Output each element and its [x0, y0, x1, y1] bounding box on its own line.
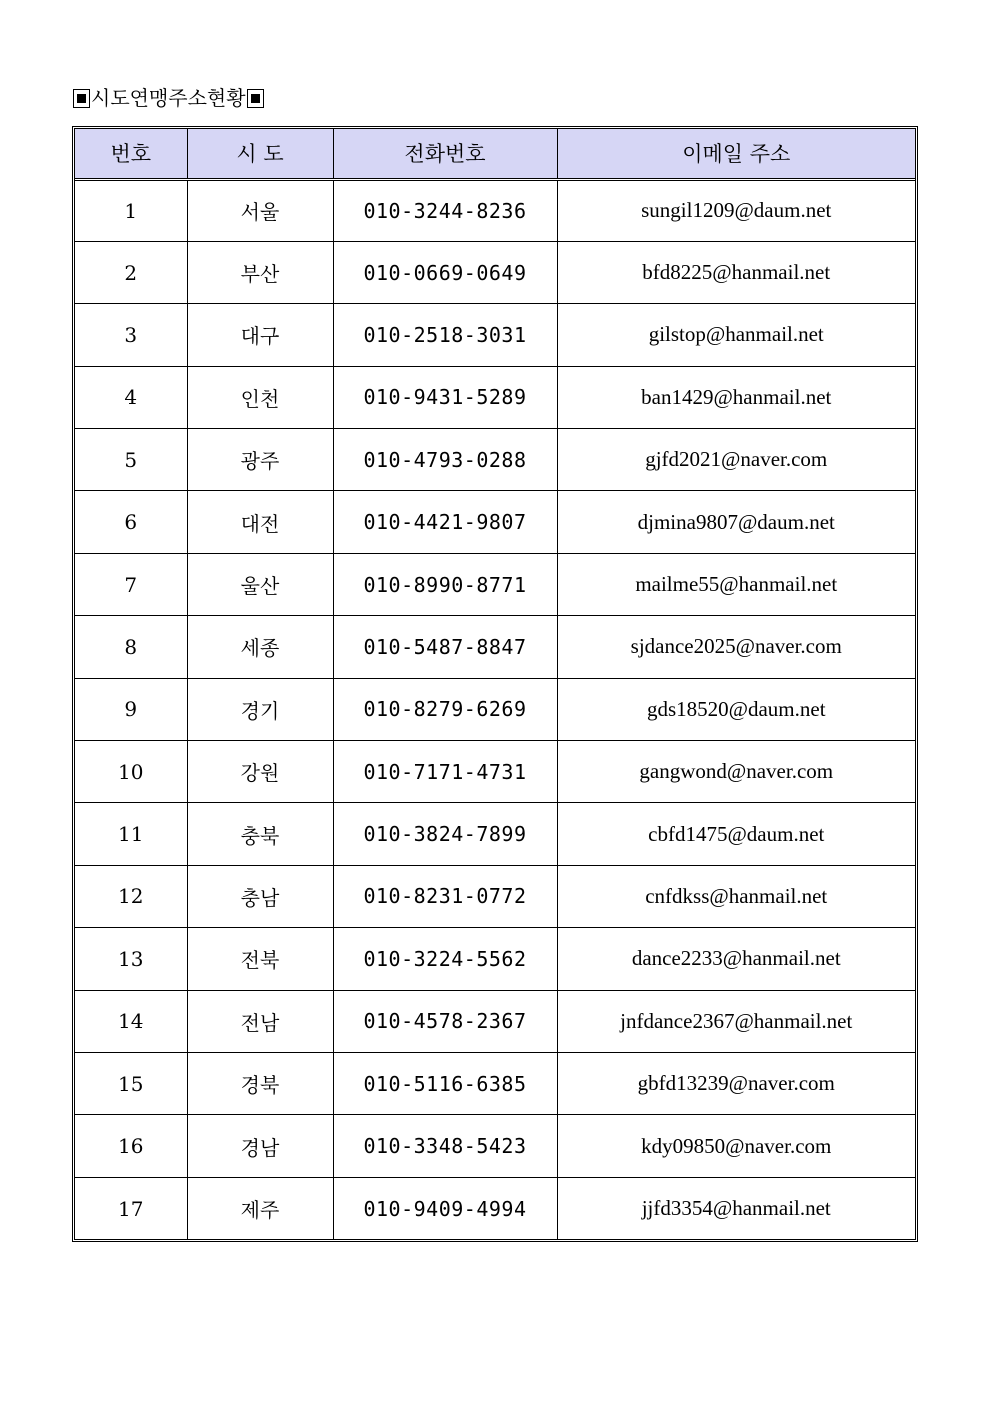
table-header-row	[75, 129, 915, 179]
cell-number: 14	[75, 990, 187, 1052]
cell-region: 대구	[187, 304, 333, 366]
cell-region: 세종	[187, 616, 333, 678]
cell-email: gds18520@daum.net	[557, 678, 915, 740]
cell-email: jnfdance2367@hanmail.net	[557, 990, 915, 1052]
table-row	[75, 366, 915, 428]
table-row	[75, 1052, 915, 1114]
cell-email: sjdance2025@naver.com	[557, 616, 915, 678]
cell-number: 11	[75, 803, 187, 865]
cell-region: 울산	[187, 553, 333, 615]
cell-phone: 010-2518-3031	[333, 304, 557, 366]
cell-region: 강원	[187, 741, 333, 803]
table-row	[75, 616, 915, 678]
cell-phone: 010-8990-8771	[333, 553, 557, 615]
cell-region: 제주	[187, 1177, 333, 1239]
cell-number: 4	[75, 366, 187, 428]
cell-email: cbfd1475@daum.net	[557, 803, 915, 865]
header-phone: 전화번호	[333, 129, 557, 179]
cell-region: 서울	[187, 179, 333, 241]
table-row	[75, 553, 915, 615]
cell-email: mailme55@hanmail.net	[557, 553, 915, 615]
table-row	[75, 803, 915, 865]
cell-number: 15	[75, 1052, 187, 1114]
cell-number: 2	[75, 241, 187, 303]
black-square-icon	[73, 89, 90, 108]
cell-email: sungil1209@daum.net	[557, 179, 915, 241]
cell-phone: 010-8231-0772	[333, 865, 557, 927]
cell-region: 광주	[187, 429, 333, 491]
cell-number: 10	[75, 741, 187, 803]
header-number: 번호	[75, 129, 187, 179]
cell-phone: 010-3244-8236	[333, 179, 557, 241]
page-title	[72, 84, 265, 112]
cell-number: 3	[75, 304, 187, 366]
table-row	[75, 928, 915, 990]
table-row	[75, 429, 915, 491]
cell-region: 충북	[187, 803, 333, 865]
table-body	[75, 179, 915, 1240]
cell-email: gbfd13239@naver.com	[557, 1052, 915, 1114]
table-row	[75, 990, 915, 1052]
cell-number: 1	[75, 179, 187, 241]
cell-phone: 010-9431-5289	[333, 366, 557, 428]
contact-table-frame	[72, 126, 918, 1242]
cell-phone: 010-4578-2367	[333, 990, 557, 1052]
table-row	[75, 1115, 915, 1177]
cell-number: 12	[75, 865, 187, 927]
cell-phone: 010-5487-8847	[333, 616, 557, 678]
cell-email: ban1429@hanmail.net	[557, 366, 915, 428]
cell-email: jjfd3354@hanmail.net	[557, 1177, 915, 1239]
contact-table	[75, 129, 915, 1240]
cell-email: gjfd2021@naver.com	[557, 429, 915, 491]
cell-phone: 010-3824-7899	[333, 803, 557, 865]
cell-region: 전남	[187, 990, 333, 1052]
table-row	[75, 241, 915, 303]
cell-number: 17	[75, 1177, 187, 1239]
cell-phone: 010-4421-9807	[333, 491, 557, 553]
cell-phone: 010-8279-6269	[333, 678, 557, 740]
cell-number: 16	[75, 1115, 187, 1177]
table-row	[75, 865, 915, 927]
table-row	[75, 741, 915, 803]
cell-phone: 010-9409-4994	[333, 1177, 557, 1239]
cell-region: 부산	[187, 241, 333, 303]
cell-email: cnfdkss@hanmail.net	[557, 865, 915, 927]
cell-phone: 010-0669-0649	[333, 241, 557, 303]
cell-email: djmina9807@daum.net	[557, 491, 915, 553]
table-row	[75, 304, 915, 366]
cell-email: dance2233@hanmail.net	[557, 928, 915, 990]
cell-region: 대전	[187, 491, 333, 553]
cell-number: 7	[75, 553, 187, 615]
cell-phone: 010-3224-5562	[333, 928, 557, 990]
cell-number: 5	[75, 429, 187, 491]
cell-email: gilstop@hanmail.net	[557, 304, 915, 366]
cell-email: gangwond@naver.com	[557, 741, 915, 803]
header-email: 이메일 주소	[557, 129, 915, 179]
table-row	[75, 491, 915, 553]
cell-email: bfd8225@hanmail.net	[557, 241, 915, 303]
cell-number: 6	[75, 491, 187, 553]
cell-region: 충남	[187, 865, 333, 927]
cell-region: 경남	[187, 1115, 333, 1177]
cell-phone: 010-7171-4731	[333, 741, 557, 803]
cell-number: 13	[75, 928, 187, 990]
table-row	[75, 179, 915, 241]
cell-number: 9	[75, 678, 187, 740]
black-square-icon	[247, 89, 264, 108]
cell-region: 경기	[187, 678, 333, 740]
header-region: 시 도	[187, 129, 333, 179]
page-title-text: 시도연맹주소현황	[91, 86, 246, 110]
cell-region: 전북	[187, 928, 333, 990]
cell-region: 인천	[187, 366, 333, 428]
cell-email: kdy09850@naver.com	[557, 1115, 915, 1177]
cell-phone: 010-5116-6385	[333, 1052, 557, 1114]
cell-region: 경북	[187, 1052, 333, 1114]
cell-phone: 010-3348-5423	[333, 1115, 557, 1177]
table-row	[75, 1177, 915, 1239]
cell-phone: 010-4793-0288	[333, 429, 557, 491]
cell-number: 8	[75, 616, 187, 678]
table-row	[75, 678, 915, 740]
